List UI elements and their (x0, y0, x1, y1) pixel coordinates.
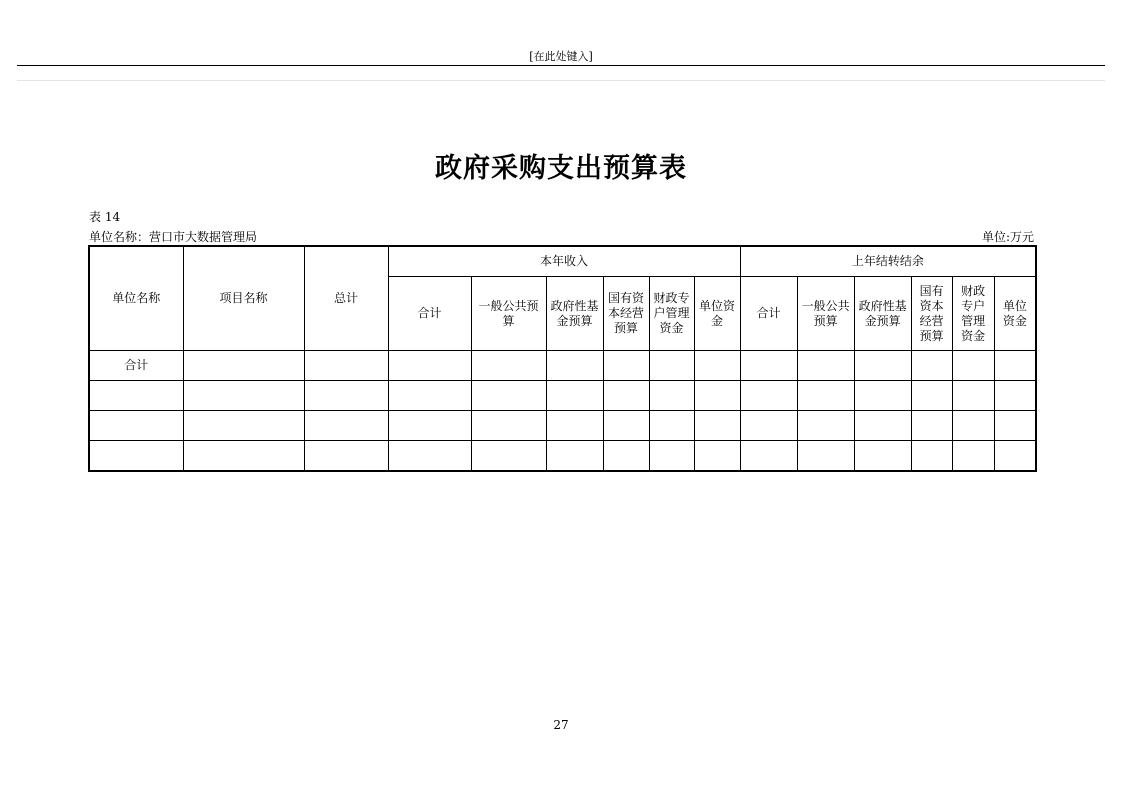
header-rule (17, 65, 1105, 66)
table-row (89, 441, 1036, 472)
table-row (89, 351, 1036, 381)
header-row-1 (89, 246, 1036, 277)
col-header-carryover-unit-funds: 单位资金 (994, 277, 1036, 351)
unit-label: 单位:万元 (981, 230, 1034, 244)
col-header-project: 项目名称 (183, 246, 304, 351)
page-number: 27 (553, 718, 569, 732)
unit-name: 单位名称：营口市大数据管理局 (89, 230, 258, 244)
row-unit-cell (89, 441, 183, 472)
col-header-current-unit-funds: 单位资金 (694, 277, 740, 351)
row-unit-cell (89, 411, 183, 441)
col-header-carryover-special-account: 财政专户管理资金 (952, 277, 994, 351)
row-unit-cell: 合计 (89, 351, 183, 381)
col-header-current-special-account: 财政专户管理资金 (649, 277, 694, 351)
col-header-current-general: 一般公共预算 (471, 277, 546, 351)
header-rule-light (17, 80, 1105, 81)
group-header-carryover: 上年结转结余 (740, 246, 1036, 277)
col-header-carryover-state-capital: 国有资本经营预算 (911, 277, 952, 351)
group-header-current: 本年收入 (388, 246, 740, 277)
page-title: 政府采购支出预算表 (435, 153, 687, 184)
col-header-total: 总计 (304, 246, 388, 351)
col-header-carryover-fund: 政府性基金预算 (854, 277, 911, 351)
row-unit-cell (89, 381, 183, 411)
budget-table (88, 245, 1037, 472)
col-header-unit: 单位名称 (89, 246, 183, 351)
col-header-carryover-general: 一般公共预算 (797, 277, 854, 351)
col-header-current-state-capital: 国有资本经营预算 (603, 277, 649, 351)
page-header: [在此处键入] (529, 50, 593, 63)
col-header-current-total: 合计 (388, 277, 471, 351)
table-row (89, 411, 1036, 441)
table-row (89, 381, 1036, 411)
col-header-carryover-total: 合计 (740, 277, 797, 351)
col-header-current-fund: 政府性基金预算 (546, 277, 603, 351)
table-number: 表 14 (89, 210, 121, 224)
